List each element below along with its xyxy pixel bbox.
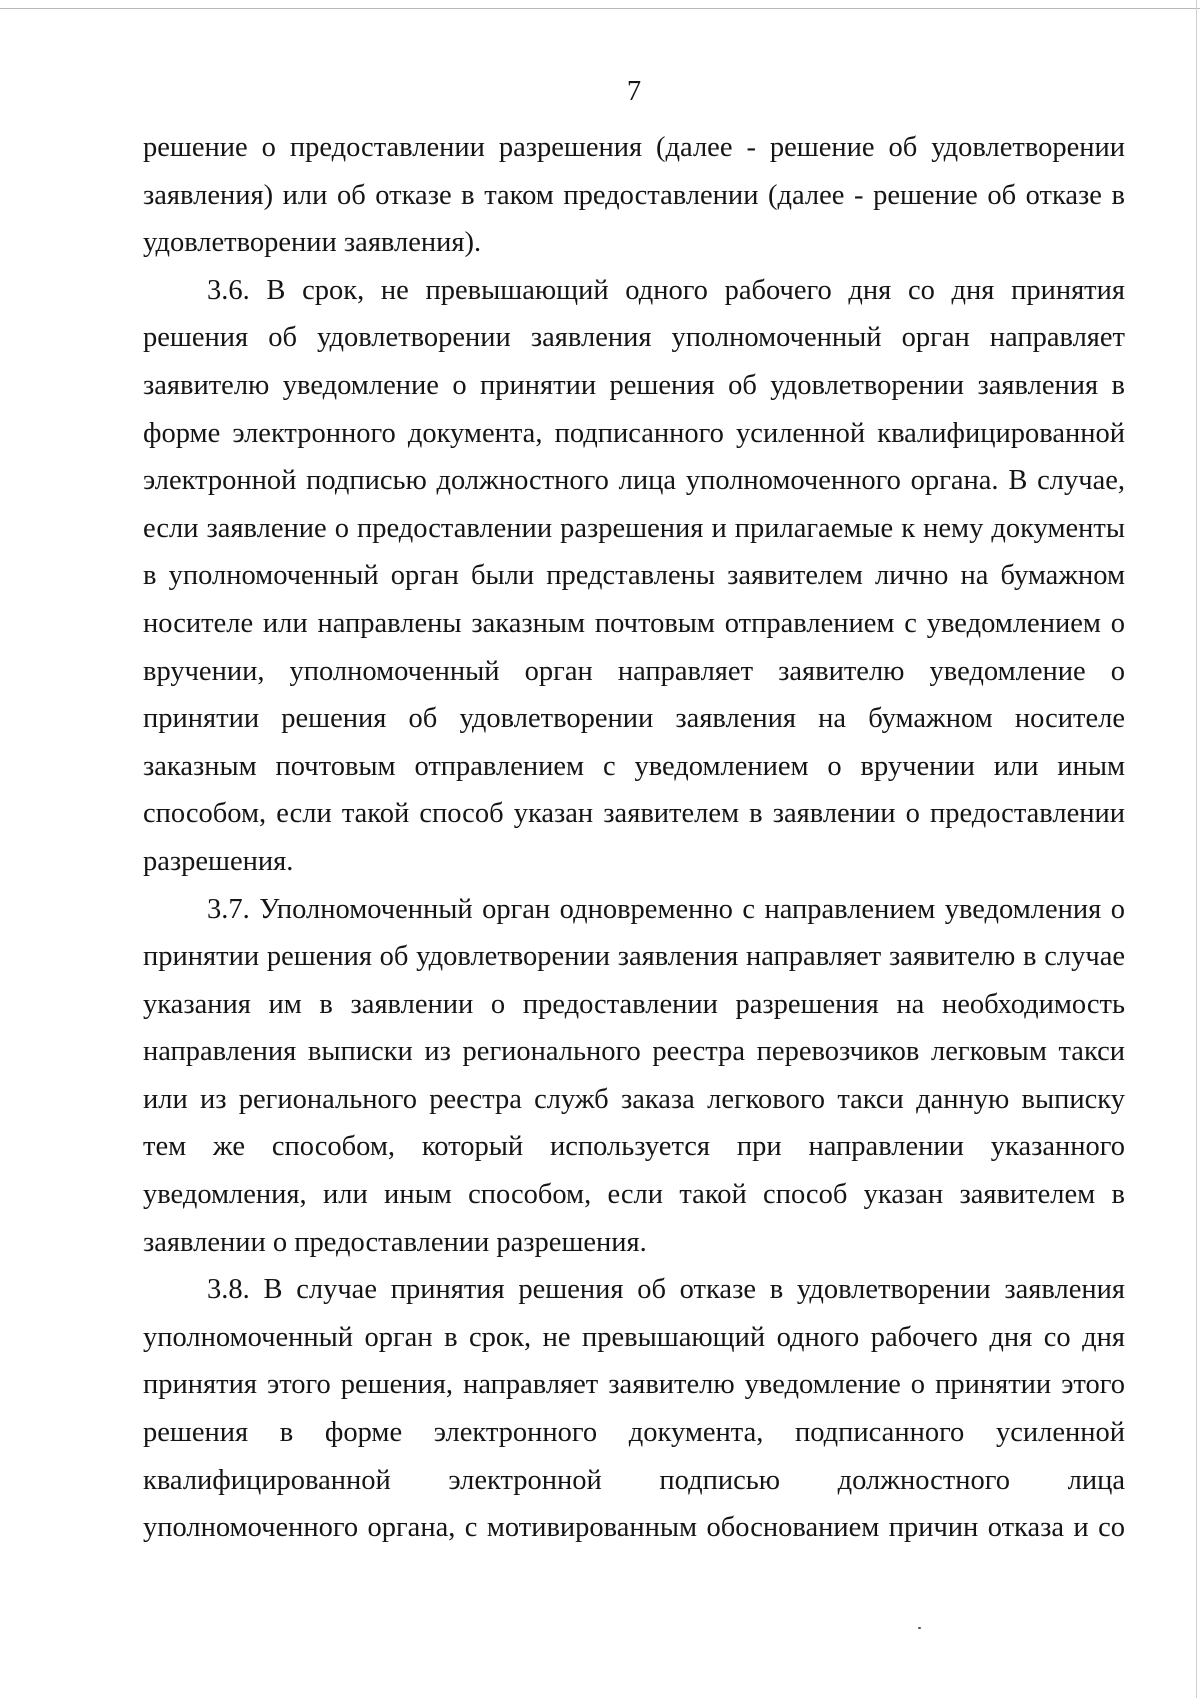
paragraph-3-6: 3.6. В срок, не превышающий одного рабочего дня со дня принятия решения об удовлетворении заявления уполномоченный орган направляет заявителю уведомление о принятии решения об удовлетворении заявления в форме электронного документа, подписанного усиленной квалифицированной электронной подписью должностного лица уполномоченного органа. В случае, если заявление о предоставлении разрешения и прилагаемые к нему документы в уполномоченный орган были представлены заявителем лично на бумажном носителе или направлены заказным почтовым отправлением с уведомлением о вручении, уполномоченный орган направляет заявителю уведомление о принятии решения об удовлетворении заявления на бумажном носителе заказным почтовым отправлением с уведомлением о вручении или иным способом, если такой способ указан заявителем в заявлении о предоставлении разрешения.	[143, 274, 1125, 877]
paragraph-continuation: решение о предоставлении разрешения (далее - решение об удовлетворении заявления) или об отказе в таком предоставлении (далее - решение об отказе в удовлетворении заявления).	[143, 132, 1125, 259]
scan-border-right	[1196, 0, 1197, 1698]
scan-border-top	[0, 8, 1200, 9]
paragraph-3-7: 3.7. Уполномоченный орган одновременно с направлением уведомления о принятии решения об удовлетворении заявления направляет заявителю в случае указания им в заявлении о предоставлении разрешения на необходимость направления выписки из регионального реестра перевозчиков легковым такси или из регионального реестра служб заказа легкового такси данную выписку тем же способом, который используется при направлении указанного уведомления, или иным способом, если такой способ указан заявителем в заявлении о предоставлении разрешения.	[143, 893, 1125, 1258]
page-number: 7	[626, 76, 642, 107]
document-body	[143, 124, 1125, 1552]
scan-speck	[918, 1627, 921, 1629]
paragraph-3-8: 3.8. В случае принятия решения об отказе в удовлетворении заявления уполномоченный орган в срок, не превышающий одного рабочего дня со дня принятия этого решения, направляет заявителю уведомление о принятии этого решения в форме электронного документа, подписанного усиленной квалифицированной электронной подписью должностного лица уполномоченного органа, с мотивированным обоснованием причин отказа и со	[143, 1274, 1125, 1544]
